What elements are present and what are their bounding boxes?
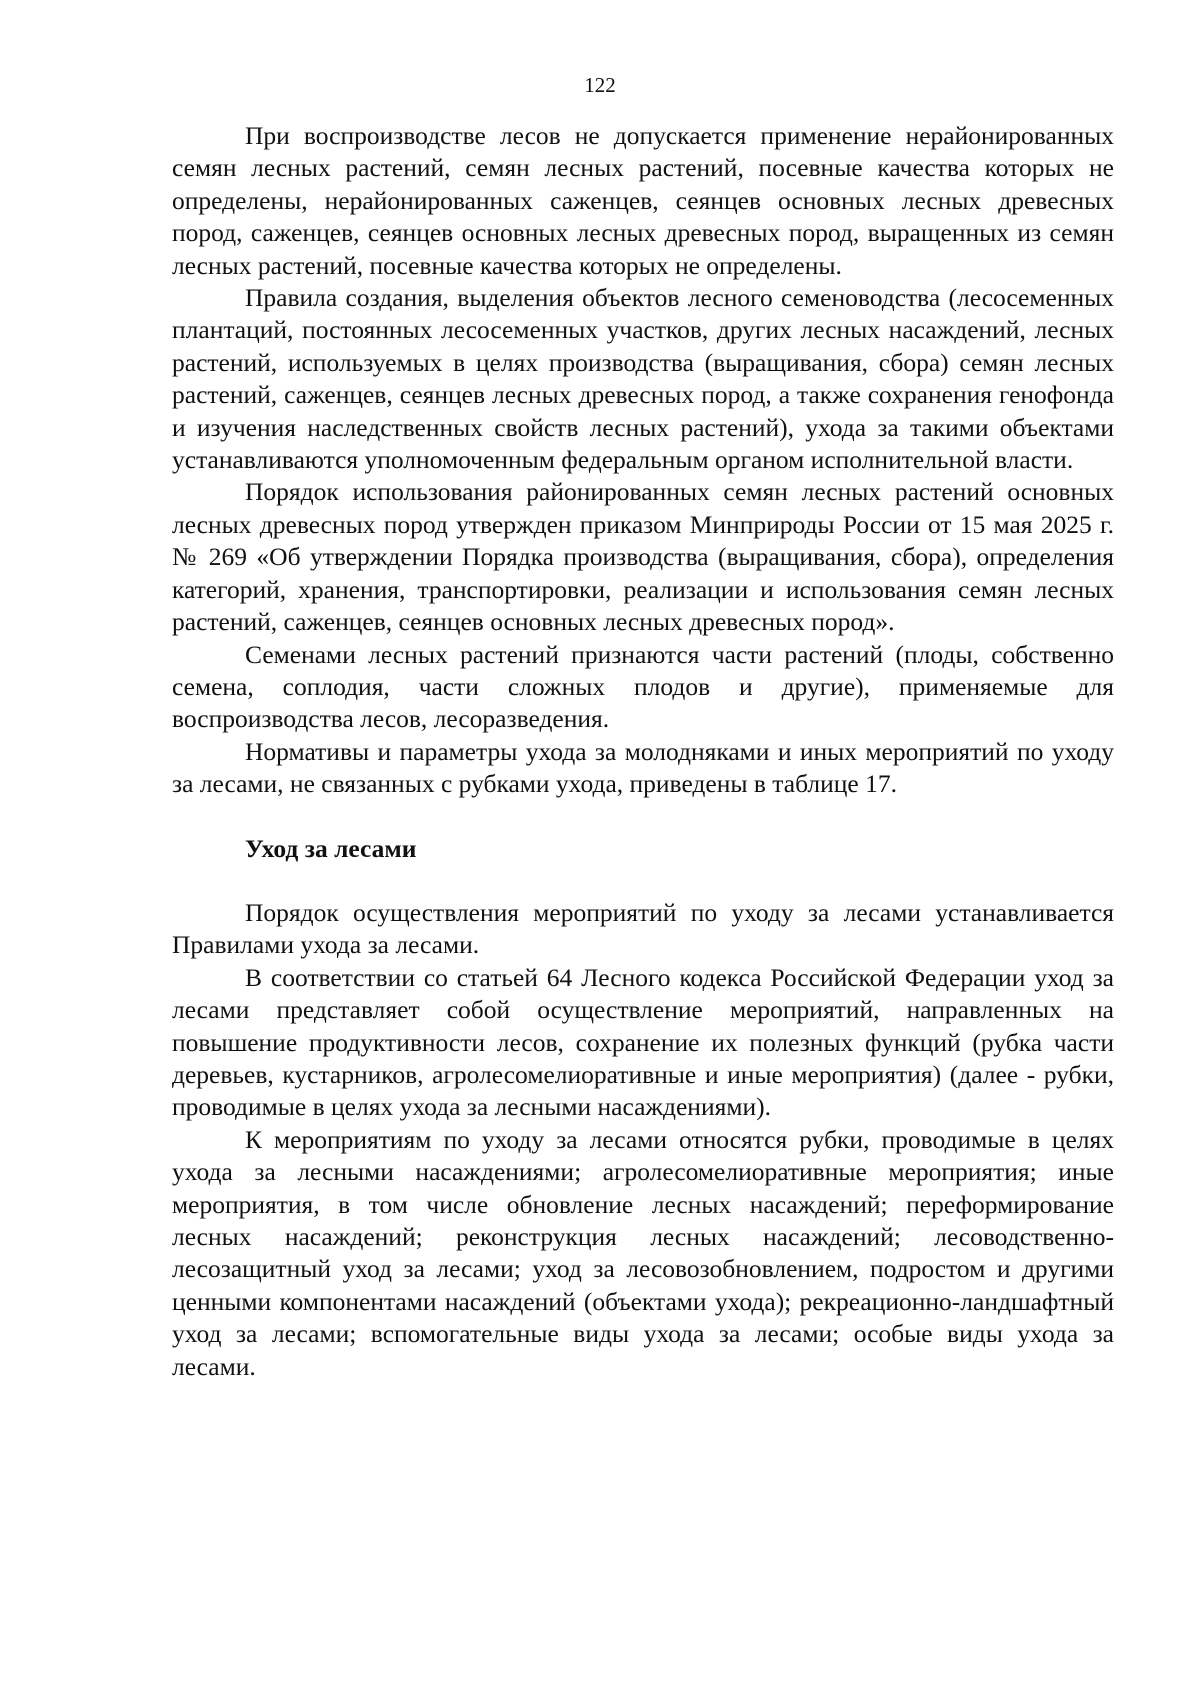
paragraph-seed-objects-rules: Правила создания, выделения объектов лесного семеноводства (лесосеменных плантаций, постоянных лесосеменных участков, других лесных насаждений, лесных растений, используемых в целях производства (выращивания, сбора) семян лесных растений, саженцев, сеянцев лесных древесных пород, а также сохранения генофонда и изучения наследственных свойств лесных растений), ухода за такими объектами устанавливаются уполномоченным федеральным органом исполнительной власти. — [172, 283, 1114, 475]
paragraph-seed-use-restriction: При воспроизводстве лесов не допускается применение нерайонированных семян лесных растений, семян лесных растений, посевные качества которых не определены, нерайонированных саженцев, сеянцев основных лесных древесных пород, саженцев, сеянцев основных лесных древесных пород, выращенных из семян лесных растений, посевные качества которых не определены. — [172, 121, 1114, 280]
document-body — [172, 120, 1114, 1383]
paragraph-care-activities-list: К мероприятиям по уходу за лесами относятся рубки, проводимые в целях ухода за лесными насаждениями; агролесомелиоративные мероприятия; иные мероприятия, в том числе обновление лесных насаждений; переформирование лесных насаждений; реконструкция лесных насаждений; лесоводственно-лесозащитный уход за лесами; уход за лесовозобновлением, подростом и другими ценными компонентами насаждений (объектами ухода); рекреационно-ландшафтный уход за лесами; вспомогательные виды ухода за лесами; особые виды ухода за лесами. — [172, 1124, 1114, 1381]
paragraph-care-norms-reference: Нормативы и параметры ухода за молодняками и иных мероприятий по уходу за лесами, не связанных с рубками ухода, приведены в таблице 17. — [172, 736, 1114, 799]
page-number: 122 — [584, 73, 616, 97]
section-heading: Уход за лесами — [245, 833, 417, 863]
paragraph-forest-code-article: В соответствии со статьей 64 Лесного кодекса Российской Федерации уход за лесами представляет собой осуществление мероприятий, направленных на повышение продуктивности лесов, сохранение их полезных функций (рубка части деревьев, кустарников, агролесомелиоративные и иные мероприятия) (далее - рубки, проводимые в целях ухода за лесными насаждениями). — [172, 962, 1114, 1122]
paragraph-seed-definition: Семенами лесных растений признаются части растений (плоды, собственно семена, соплодия, части сложных плодов и другие), применяемые для воспроизводства лесов, лесоразведения. — [172, 639, 1114, 734]
paragraph-care-procedure: Порядок осуществления мероприятий по уходу за лесами устанавливается Правилами ухода за лесами. — [172, 897, 1114, 960]
paragraph-seed-usage-order: Порядок использования районированных семян лесных растений основных лесных древесных пород утвержден приказом Минприроды России от 15 мая 2025 г. № 269 «Об утверждении Порядка производства (выращивания, сбора), определения категорий, хранения, транспортировки, реализации и использования семян лесных растений, саженцев, сеянцев основных лесных древесных пород». — [172, 477, 1114, 637]
